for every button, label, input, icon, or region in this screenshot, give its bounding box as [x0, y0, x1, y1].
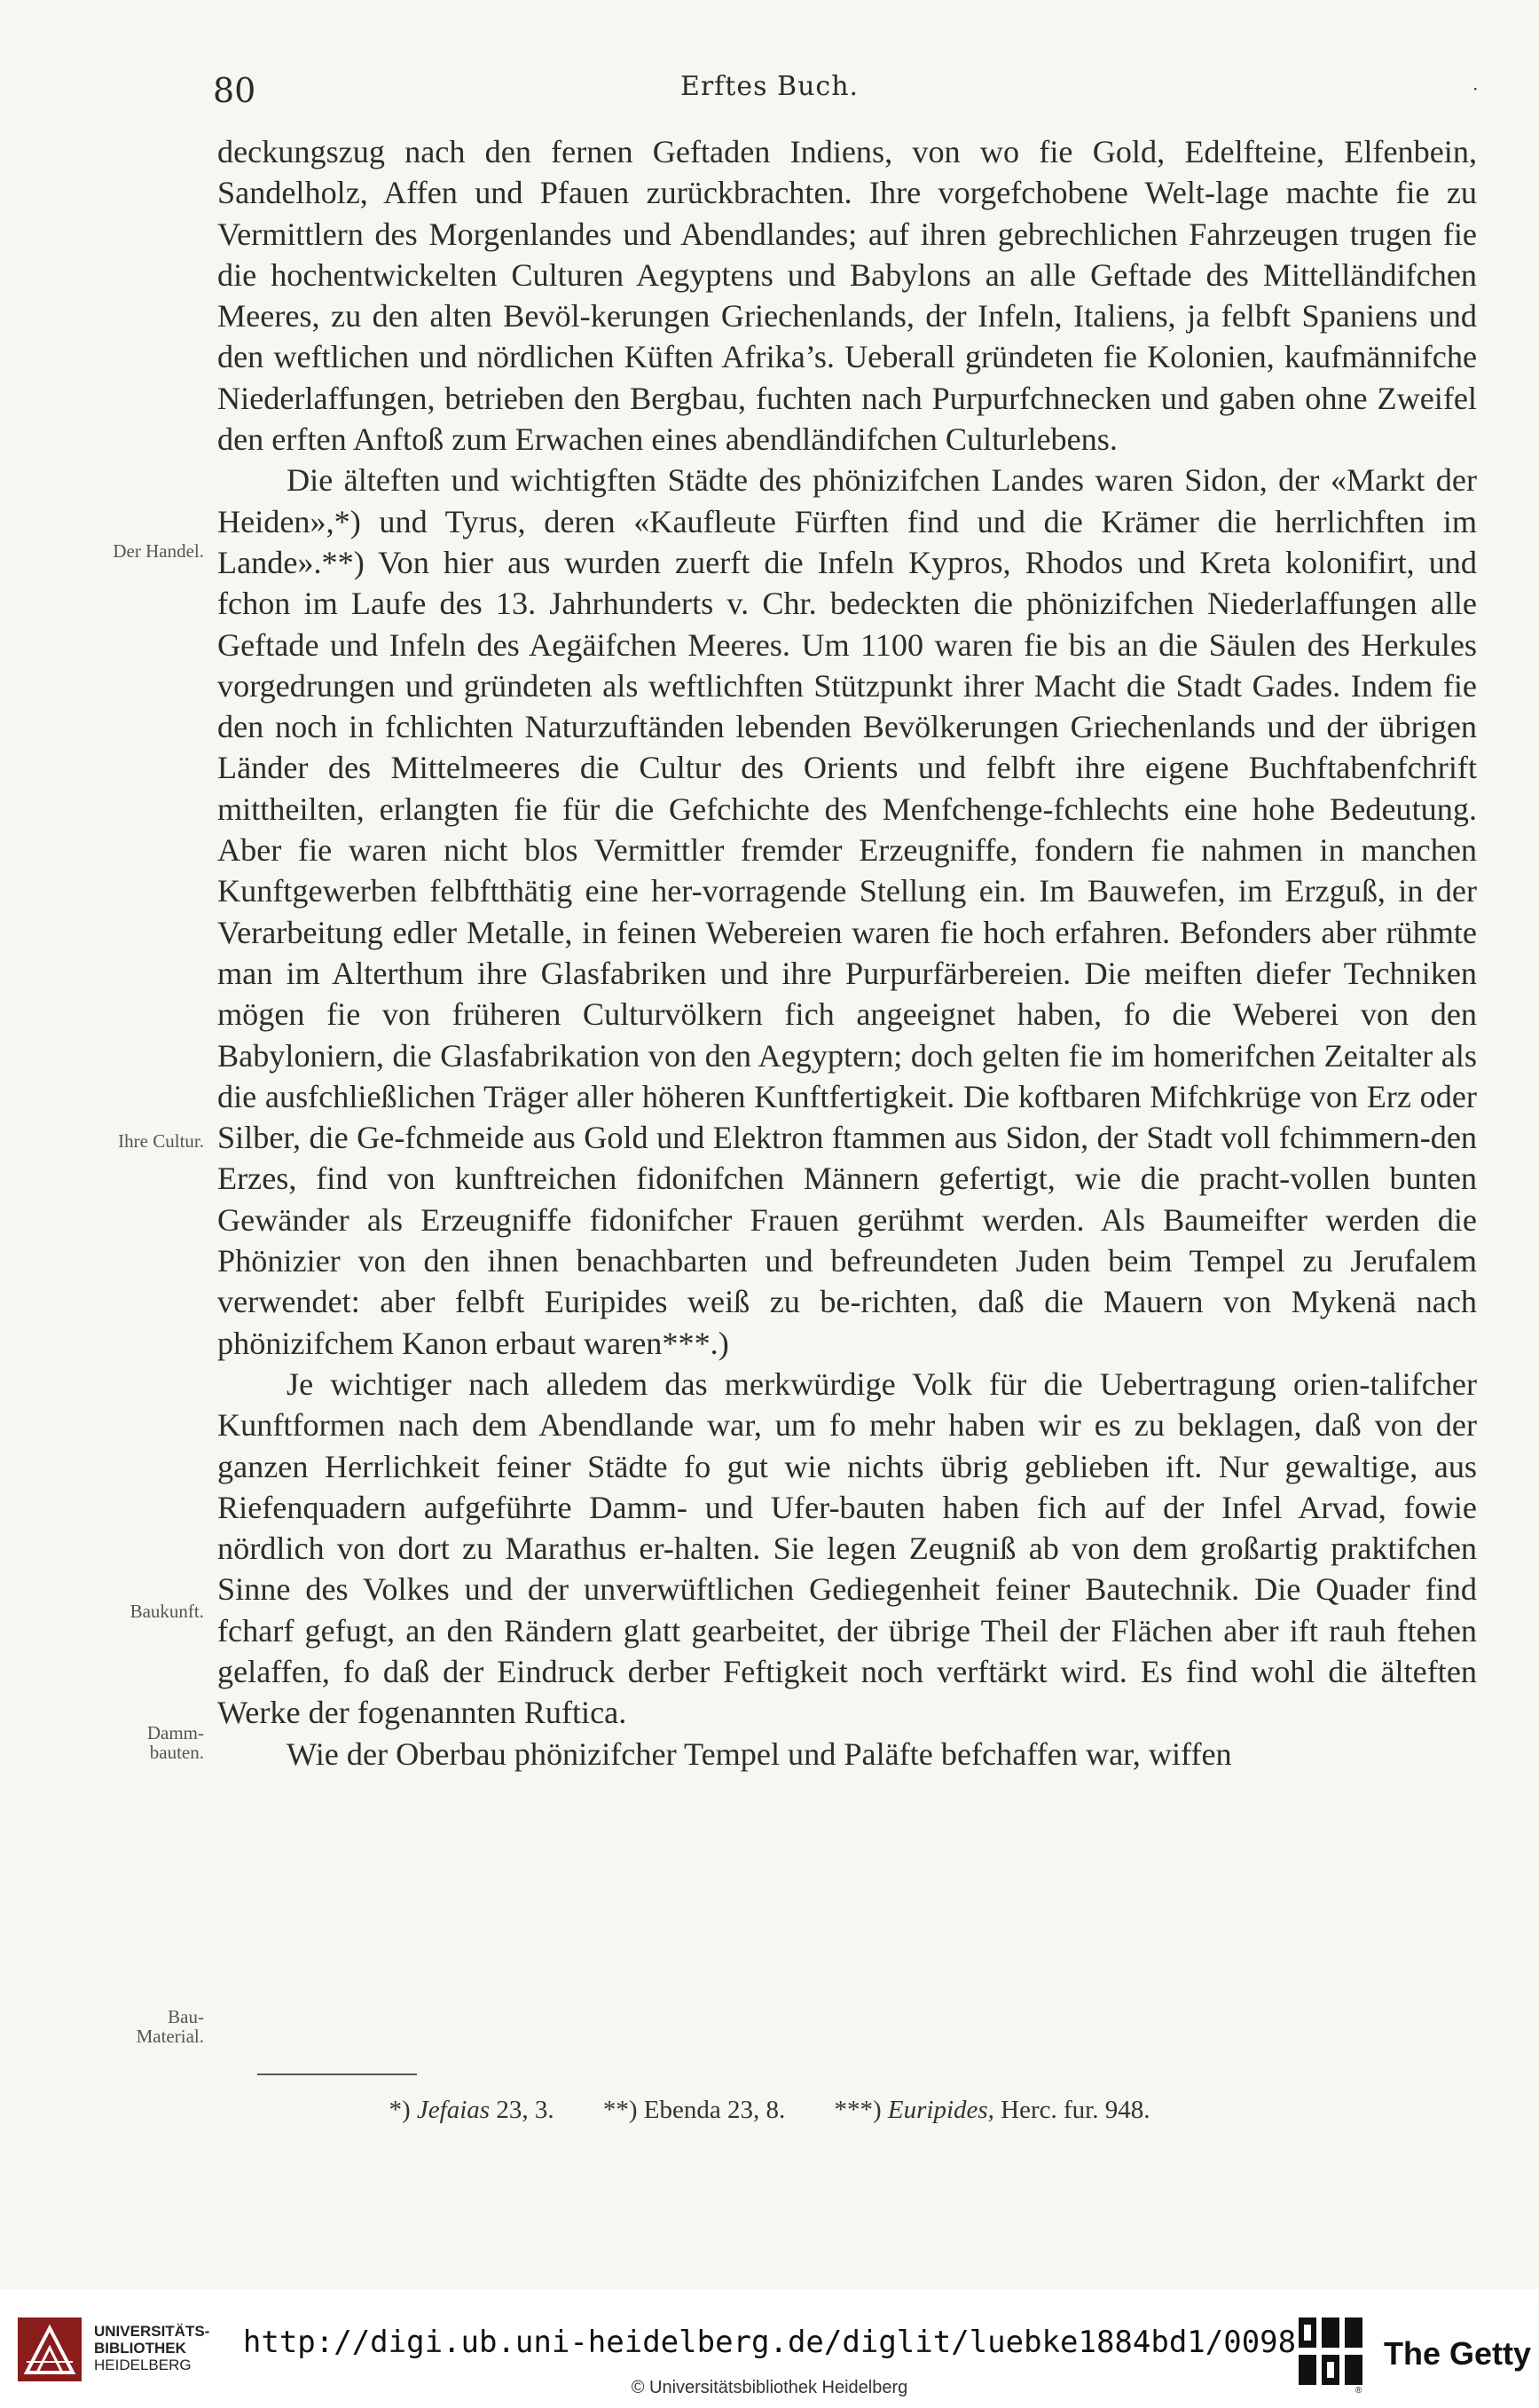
footnotes [0, 2096, 1539, 2125]
footnote-3-work: Euripides, [887, 2096, 994, 2124]
running-head: Erftes Buch. [679, 71, 860, 102]
footnote-2 [603, 2096, 785, 2124]
margin-note-material [35, 2007, 204, 2046]
footnote-2-ref: Ebenda 23, 8. [643, 2096, 786, 2124]
corner-mark: · [1472, 78, 1479, 99]
copyright-notice: © Universitätsbibliothek Heidelberg [631, 2378, 908, 2397]
page-number: 80 [213, 71, 256, 110]
footnote-3-ref: Herc. fur. 948. [1001, 2096, 1150, 2124]
page-header [0, 71, 1539, 124]
getty-logo-icon [1297, 2316, 1364, 2394]
margin-note-material-line2: Material. [136, 2026, 204, 2047]
footnote-1-ref: 23, 3. [496, 2096, 554, 2124]
margin-note-handel: Der Handel. [113, 540, 204, 562]
footnote-1-mark: *) [389, 2096, 411, 2124]
getty-mark: ® [1355, 2386, 1362, 2394]
paragraph-1: deckungszug nach den fernen Geftaden Indiens, von wo fie Gold, Edelfteine, Elfenbein, Sandelholz, Affen und Pfauen zurückbrachten. Ihre vorgefchobene Welt-lage machte fie zu Vermittlern des Morgenlandes und Abendlandes; auf ihren gebrechlichen Fahrzeugen trugen fie die hochentwickelten Culturen Aegyptens und Babylons an alle Geftade des Mittelländifchen Meeres, zu den alten Bevöl-kerungen Griechenlands, der Infeln, Italiens, ja felbft Spaniens und den weftlichen und nördlichen Küften Afrika’s. Ueberall gründeten fie Kolonien, kaufmännifche Niederlaffungen, betrieben den Bergbau, fuchten nach Purpurfchnecken und gaben ohne Zweifel den erften Anftoß zum Erwachen eines abendländifchen Culturlebens. [217, 134, 1477, 458]
institution-line-3: HEIDELBERG [94, 2357, 192, 2373]
margin-note-damm-line2: bauten. [149, 1742, 204, 1763]
body-text [217, 131, 1477, 1775]
paragraph-2: Die älteften und wichtigften Städte des phönizifchen Landes waren Sidon, der «Markt der Heiden»,*) und Tyrus, deren «Kaufleute Fürften find und die Krämer die herrlichften im Lande».**) Von hier aus wurden zuerft die Infeln Kypros, Rhodos und Kreta kolonifirt, und fchon im Laufe des 13. Jahrhunderts v. Chr. bedeckten die phönizifchen Niederlaffungen alle Geftade und Infeln des Aegäifchen Meeres. Um 1100 waren fie bis an die Säulen des Herkules vorgedrungen und gründeten als weftlichften Stützpunkt ihrer Macht die Stadt Gades. Indem fie den noch in fchlichten Naturzuftänden lebenden Bevölkerungen Griechenlands und der übrigen Länder des Mittelmeeres die Cultur des Orients und felbft ihre eigene Buchftabenfchrift mittheilten, erlangten fie für die Gefchichte des Menfchenge-fchlechts eine hohe Bedeutung. Aber fie waren nicht blos Vermittler fremder Erzeugniffe, fondern fie nahmen in manchen Kunftgewerben felbftthätig eine her-vorragende Stellung ein. Im Bauwefen, im Erzguß, in der Verarbeitung edler Metalle, in feinen Webereien waren fie hoch erfahren. Befonders aber rühmte man im Alterthum ihre Glasfabriken und ihre Purpurfärbereien. Die meiften diefer Techniken mögen fie von früheren Culturvölkern fich angeeignet haben, fo die Weberei von den Babyloniern, die Glasfabrikation von den Aegyptern; doch gelten fie im homerifchen Zeitalter als die ausfchließlichen Träger aller höheren Kunftfertigkeit. Die koftbaren Mifchkrüge von Erz oder Silber, die Ge-fchmeide aus Gold und Elektron ftammen aus Sidon, der Stadt voll fchimmern-den Erzes, find von kunftreichen fidonifchen Männern gefertigt, wie die pracht-vollen bunten Gewänder als Erzeugniffe fidonifcher Frauen gerühmt werden. Als Baumeifter werden die Phönizier von den ihnen benachbarten und befreundeten Juden beim Tempel zu Jerufalem verwendet: aber felbft Euripides weiß zu be-richten, daß die Mauern von Mykenä nach phönizifchem Kanon erbaut waren***.) [217, 462, 1477, 1361]
paragraph-3: Je wichtiger nach alledem das merkwürdige Volk für die Uebertragung orien-talifcher Kunftformen nach dem Abendlande war, um fo mehr haben wir es zu beklagen, daß von der ganzen Herrlichkeit feiner Städte fo gut wie nichts übrig geblieben ift. Nur gewaltige, aus Riefenquadern aufgeführte Damm- und Ufer-bauten haben fich auf der Infel Arvad, fowie nördlich von dort zu Marathus er-halten. Sie legen Zeugniß ab von dem großartig praktifchen Sinne des Volkes und der unverwüftlichen Gediegenheit feiner Bautechnik. Die Quader find fcharf gefugt, an den Rändern glatt gearbeitet, der übrige Theil der Flächen aber ift rauh ftehen gelaffen, fo daß der Eindruck derber Feftigkeit noch verftärkt wird. Es find wohl die älteften Werke der fogenannten Ruftica. [217, 1365, 1477, 1731]
margin-note-baukunst: Baukunft. [130, 1601, 204, 1622]
footnote-2-mark: **) [602, 2096, 638, 2124]
partner-name: The Getty [1384, 2335, 1532, 2372]
paragraph-4: Wie der Oberbau phönizifcher Tempel und Paläfte befchaffen war, wiffen [287, 1735, 1232, 1772]
institution-line-2: BIBLIOTHEK [94, 2340, 186, 2357]
footnote-rule [257, 2074, 417, 2075]
margin-note-material-line1: Bau- [168, 2006, 204, 2027]
footnote-1 [389, 2096, 554, 2124]
bottom-bar [0, 2289, 1539, 2408]
footnote-1-work: Jefaias [416, 2096, 491, 2124]
footnote-3-mark: ***) [834, 2096, 882, 2124]
margin-note-cultur: Ihre Cultur. [118, 1130, 204, 1152]
footnote-3 [834, 2096, 1150, 2124]
permalink-url[interactable]: http://digi.ub.uni-heidelberg.de/diglit/luebke1884bd1/0098 [242, 2325, 1297, 2360]
institution-line-1: UNIVERSITÄTS- [94, 2323, 210, 2340]
margin-note-damm [35, 1723, 204, 1762]
margin-note-damm-line1: Damm- [146, 1722, 204, 1743]
